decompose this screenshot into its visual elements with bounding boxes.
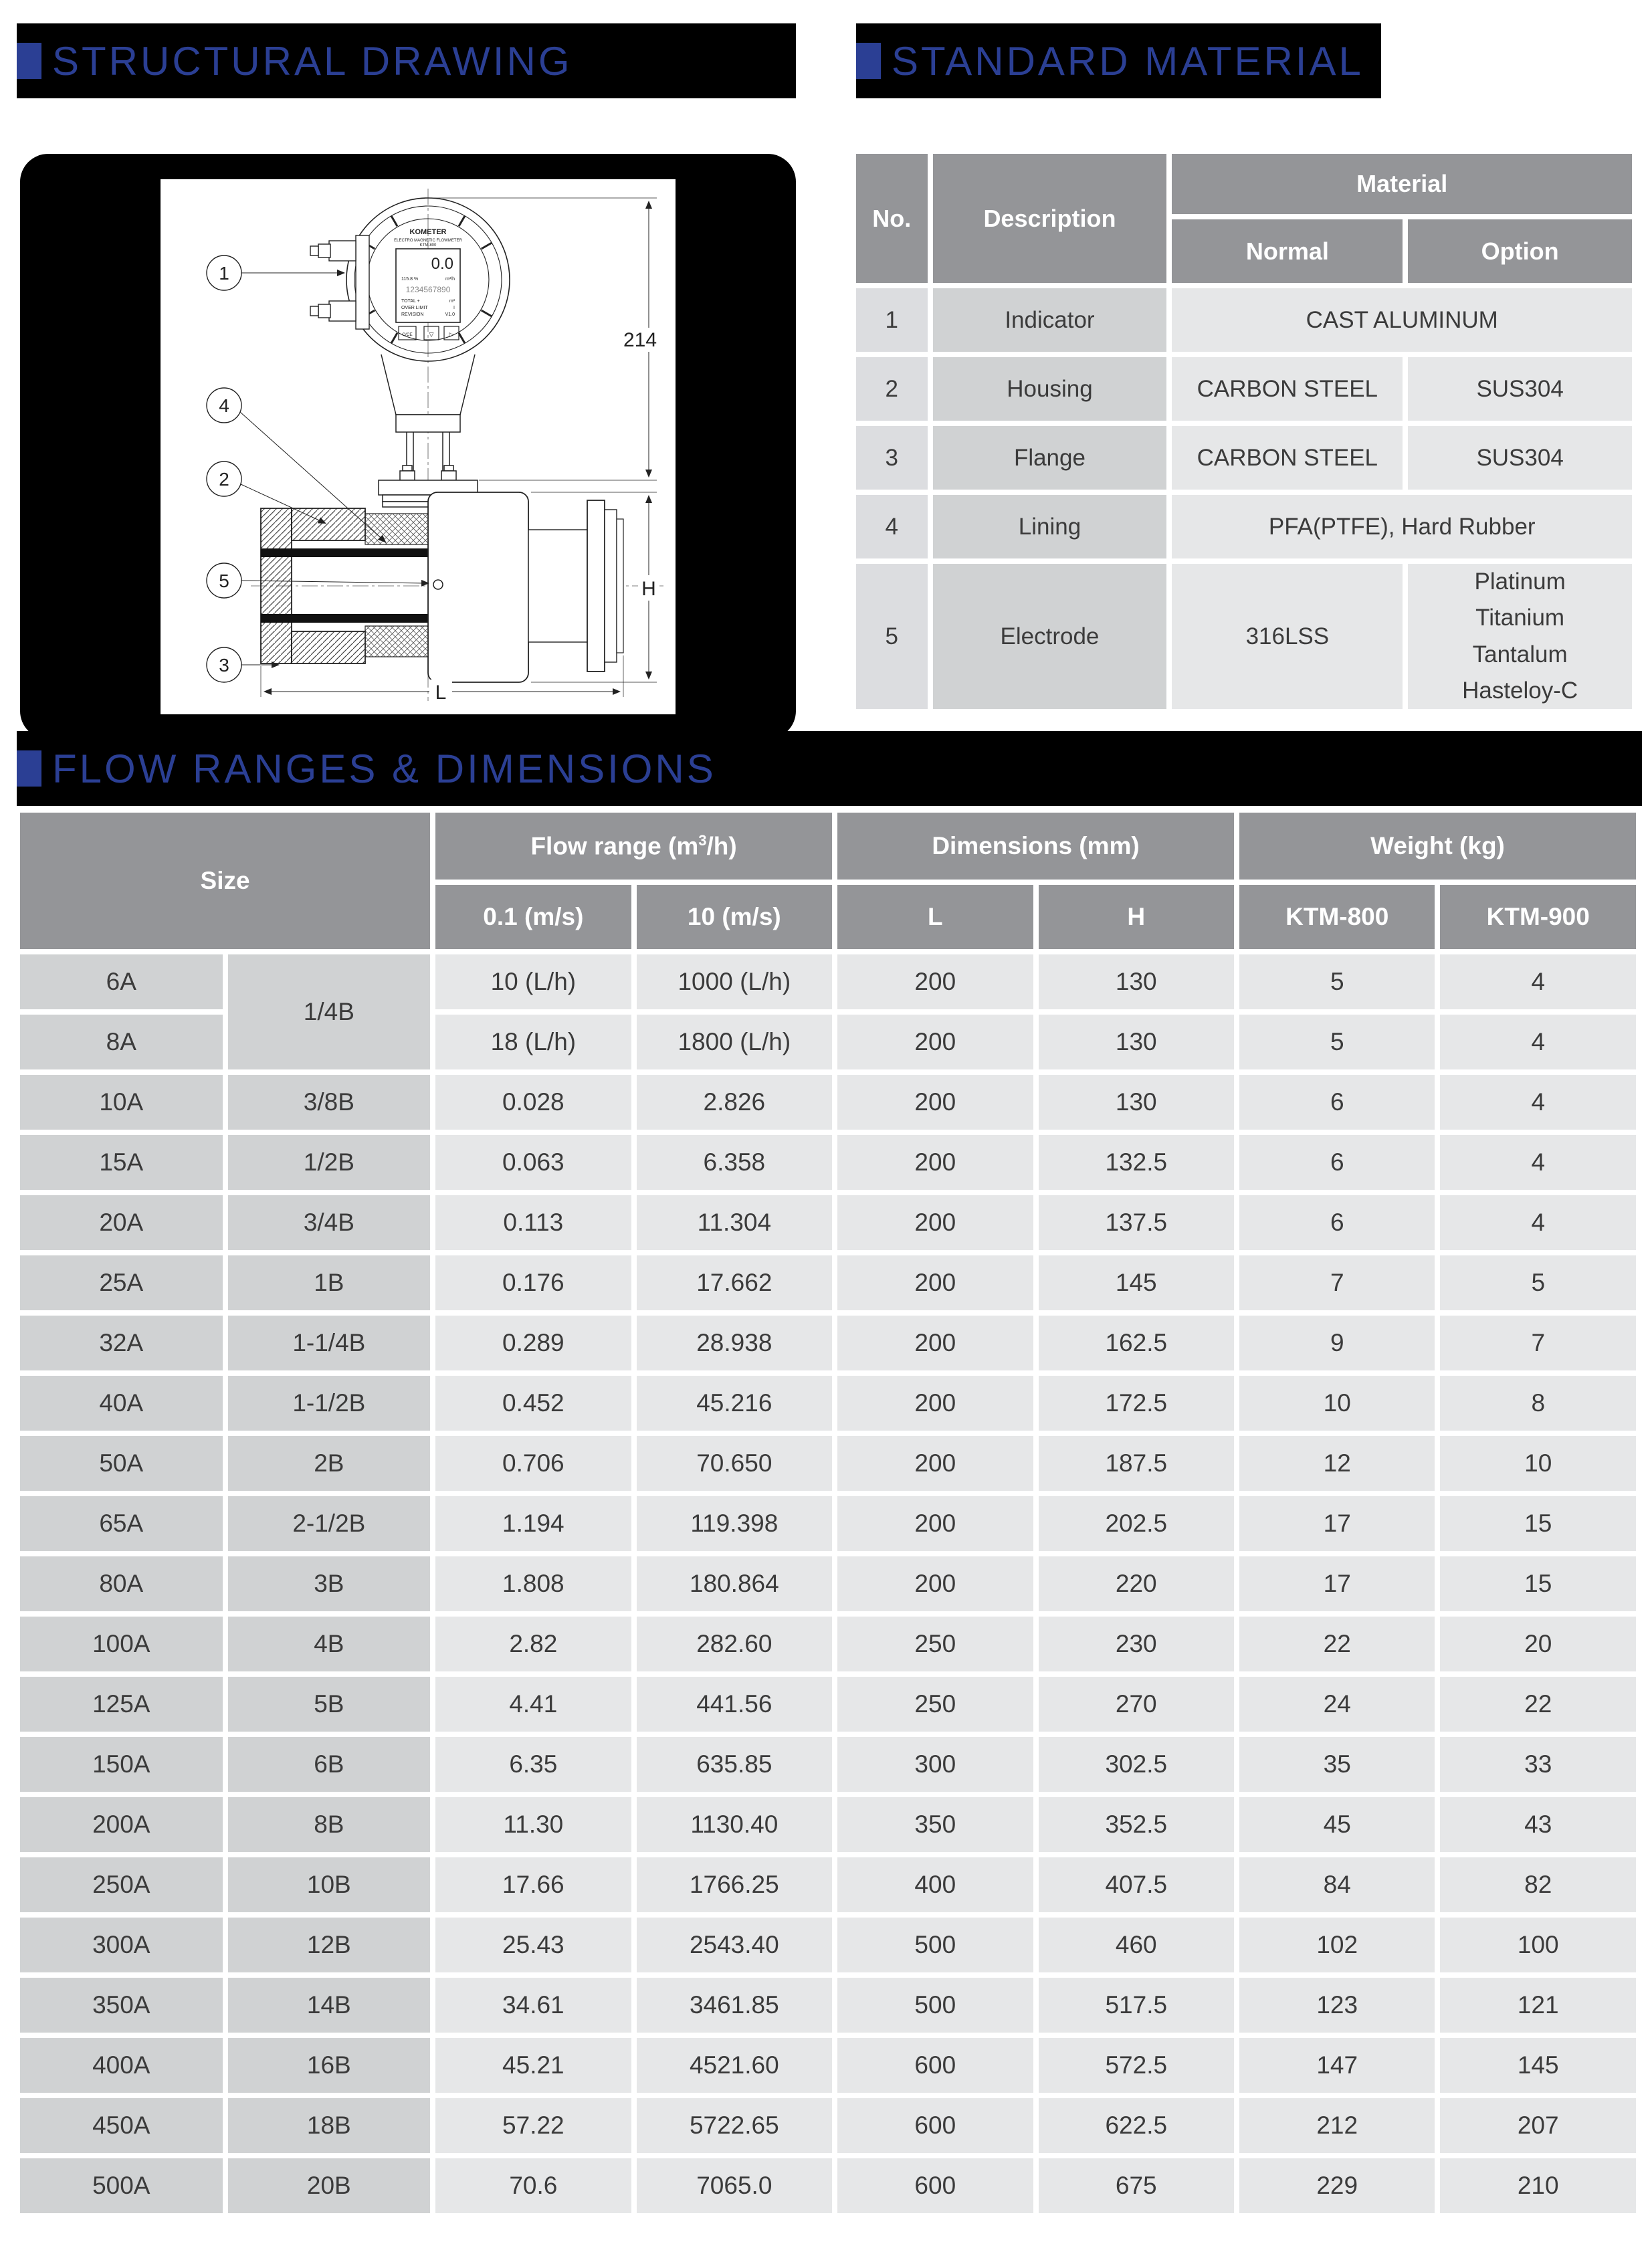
value-cell: 162.5 [1039, 1316, 1234, 1370]
section-marker-icon [856, 43, 881, 79]
svg-text:1234567890: 1234567890 [405, 285, 451, 294]
value-cell: 4 [1440, 954, 1636, 1009]
table-header-row [856, 154, 1632, 214]
value-cell: 0.706 [435, 1436, 631, 1491]
structural-drawing-svg [161, 179, 676, 714]
size-cell: 4B [228, 1617, 431, 1671]
value-cell: 17.66 [435, 1857, 631, 1912]
col-header-l: L [837, 885, 1033, 949]
table-row [856, 426, 1632, 490]
value-cell: 1.194 [435, 1496, 631, 1551]
value-cell: 130 [1039, 954, 1234, 1009]
section-title: STANDARD MATERIAL [892, 38, 1364, 84]
value-cell: 302.5 [1039, 1737, 1234, 1792]
value-cell: 119.398 [637, 1496, 832, 1551]
value-cell: 34.61 [435, 1978, 631, 2033]
table-row [20, 1857, 1636, 1912]
value-cell: 100 [1440, 1918, 1636, 1972]
size-cell: 100A [20, 1617, 223, 1671]
value-cell: 200 [837, 1316, 1033, 1370]
option-line: Titanium [1475, 605, 1565, 631]
value-cell: 132.5 [1039, 1135, 1234, 1190]
value-cell: 441.56 [637, 1677, 832, 1732]
material-cell: CAST ALUMINUM [1172, 288, 1632, 352]
size-cell: 1/2B [228, 1135, 431, 1190]
section-title: FLOW RANGES & DIMENSIONS [52, 746, 716, 791]
value-cell: 7 [1239, 1255, 1435, 1310]
value-cell: 270 [1039, 1677, 1234, 1732]
value-cell: 6.35 [435, 1737, 631, 1792]
flow-ranges-header [17, 731, 1642, 806]
col-header-option: Option [1408, 219, 1632, 283]
value-cell: 20 [1440, 1617, 1636, 1671]
size-cell: 25A [20, 1255, 223, 1310]
structural-drawing-header [17, 23, 796, 98]
description-cell: Electrode [933, 564, 1167, 709]
description-cell: Flange [933, 426, 1167, 490]
section-marker-icon [17, 43, 41, 79]
value-cell: 2543.40 [637, 1918, 832, 1972]
value-cell: 210 [1440, 2158, 1636, 2213]
value-cell: 12 [1239, 1436, 1435, 1491]
col-header-flow-range [435, 813, 832, 880]
value-cell: 350 [837, 1797, 1033, 1852]
table-row [20, 1677, 1636, 1732]
svg-text:▽: ▽ [429, 331, 434, 338]
value-cell: 572.5 [1039, 2038, 1234, 2093]
value-cell: 6 [1239, 1075, 1435, 1130]
svg-text:1: 1 [219, 263, 229, 284]
size-cell: 8B [228, 1797, 431, 1852]
value-cell: 17 [1239, 1496, 1435, 1551]
value-cell: 57.22 [435, 2098, 631, 2153]
svg-text:5: 5 [219, 571, 229, 591]
callout-1 [207, 255, 344, 290]
table-row [20, 1978, 1636, 2033]
svg-text:▷: ▷ [449, 331, 454, 338]
material-cell: 316LSS [1172, 564, 1403, 709]
coil-section [365, 514, 435, 657]
size-cell: 6B [228, 1737, 431, 1792]
value-cell: 200 [837, 954, 1033, 1009]
value-cell: 123 [1239, 1978, 1435, 2033]
col-header-weight: Weight (kg) [1239, 813, 1636, 880]
value-cell: 11.30 [435, 1797, 631, 1852]
value-cell: 600 [837, 2098, 1033, 2153]
table-row [20, 2158, 1636, 2213]
table-row [20, 1918, 1636, 1972]
no-cell: 5 [856, 564, 928, 709]
flow-range-sup: 3 [698, 831, 707, 849]
value-cell: 500 [837, 1918, 1033, 1972]
flow-range-label-suffix: /h) [706, 832, 737, 860]
value-cell: 200 [837, 1436, 1033, 1491]
standard-material-header [856, 23, 1381, 98]
size-cell: 20B [228, 2158, 431, 2213]
value-cell: 6 [1239, 1135, 1435, 1190]
svg-text:I: I [453, 306, 455, 310]
table-row [20, 2098, 1636, 2153]
value-cell: 207 [1440, 2098, 1636, 2153]
value-cell: 200 [837, 1376, 1033, 1431]
svg-text:KOMETER: KOMETER [409, 228, 447, 236]
table-row [20, 1195, 1636, 1250]
section-marker-icon [17, 750, 41, 787]
value-cell: 200 [837, 1255, 1033, 1310]
value-cell: 4 [1440, 1195, 1636, 1250]
value-cell: 180.864 [637, 1556, 832, 1611]
material-cell: PFA(PTFE), Hard Rubber [1172, 495, 1632, 558]
value-cell: 1130.40 [637, 1797, 832, 1852]
value-cell: 202.5 [1039, 1496, 1234, 1551]
value-cell: 4 [1440, 1075, 1636, 1130]
svg-text:TOTAL +: TOTAL + [401, 299, 420, 304]
size-cell: 450A [20, 2098, 223, 2153]
value-cell: 45.21 [435, 2038, 631, 2093]
flow-ranges-table [15, 807, 1641, 2219]
pipe-body [261, 492, 623, 682]
value-cell: 82 [1440, 1857, 1636, 1912]
col-header-ktm900: KTM-900 [1440, 885, 1636, 949]
value-cell: 200 [837, 1556, 1033, 1611]
size-cell: 18B [228, 2098, 431, 2153]
material-cell: SUS304 [1408, 357, 1632, 421]
standard-material-table [851, 148, 1637, 714]
size-cell: 16B [228, 2038, 431, 2093]
col-header-material: Material [1172, 154, 1632, 214]
col-header-flow-01: 0.1 (m/s) [435, 885, 631, 949]
size-cell: 10B [228, 1857, 431, 1912]
value-cell: 5 [1239, 954, 1435, 1009]
col-header-ktm800: KTM-800 [1239, 885, 1435, 949]
size-cell: 300A [20, 1918, 223, 1972]
value-cell: 22 [1440, 1677, 1636, 1732]
svg-text:KTM-800: KTM-800 [419, 243, 437, 247]
value-cell: 622.5 [1039, 2098, 1234, 2153]
svg-text:REVISION: REVISION [401, 312, 424, 317]
no-cell: 4 [856, 495, 928, 558]
size-cell: 14B [228, 1978, 431, 2033]
value-cell: 28.938 [637, 1316, 832, 1370]
value-cell: 400 [837, 1857, 1033, 1912]
value-cell: 2.826 [637, 1075, 832, 1130]
table-row [20, 1556, 1636, 1611]
svg-text:0.0: 0.0 [431, 255, 453, 273]
svg-text:m³/h: m³/h [445, 277, 455, 282]
size-cell: 250A [20, 1857, 223, 1912]
no-cell: 1 [856, 288, 928, 352]
table-row [20, 1737, 1636, 1792]
value-cell: 2.82 [435, 1617, 631, 1671]
value-cell: 0.289 [435, 1316, 631, 1370]
svg-text:OVER LIMIT: OVER LIMIT [401, 306, 428, 310]
size-cell: 32A [20, 1316, 223, 1370]
size-cell: 6A [20, 954, 223, 1009]
value-cell: 17 [1239, 1556, 1435, 1611]
size-cell: 350A [20, 1978, 223, 2033]
value-cell: 200 [837, 1075, 1033, 1130]
table-row [20, 2038, 1636, 2093]
value-cell: 0.452 [435, 1376, 631, 1431]
value-cell: 35 [1239, 1737, 1435, 1792]
option-line: Platinum [1474, 569, 1566, 595]
size-cell: 8A [20, 1015, 223, 1069]
value-cell: 0.063 [435, 1135, 631, 1190]
value-cell: 147 [1239, 2038, 1435, 2093]
value-cell: 84 [1239, 1857, 1435, 1912]
value-cell: 635.85 [637, 1737, 832, 1792]
value-cell: 6.358 [637, 1135, 832, 1190]
table-row [20, 1255, 1636, 1310]
value-cell: 15 [1440, 1556, 1636, 1611]
value-cell: 70.6 [435, 2158, 631, 2213]
value-cell: 1800 (L/h) [637, 1015, 832, 1069]
size-cell: 10A [20, 1075, 223, 1130]
value-cell: 145 [1440, 2038, 1636, 2093]
value-cell: 10 [1440, 1436, 1636, 1491]
value-cell: 172.5 [1039, 1376, 1234, 1431]
right-flange [587, 500, 623, 672]
size-cell: 40A [20, 1376, 223, 1431]
value-cell: 17.662 [637, 1255, 832, 1310]
table-row [20, 1376, 1636, 1431]
value-cell: 600 [837, 2038, 1033, 2093]
value-cell: 675 [1039, 2158, 1234, 2213]
size-cell: 20A [20, 1195, 223, 1250]
size-cell: 12B [228, 1918, 431, 1972]
value-cell: 600 [837, 2158, 1033, 2213]
table-row [20, 954, 1636, 1009]
size-cell: 500A [20, 2158, 223, 2213]
value-cell: 121 [1440, 1978, 1636, 2033]
value-cell: 10 (L/h) [435, 954, 631, 1009]
table-row [20, 1617, 1636, 1671]
table-row [20, 1135, 1636, 1190]
col-header-dimensions: Dimensions (mm) [837, 813, 1234, 880]
svg-text:ELECTRO MAGNETIC FLOWMETER: ELECTRO MAGNETIC FLOWMETER [394, 239, 462, 243]
svg-text:C/CE: C/CE [402, 332, 413, 337]
value-cell: 352.5 [1039, 1797, 1234, 1852]
option-line: Tantalum [1472, 641, 1568, 667]
value-cell: 407.5 [1039, 1857, 1234, 1912]
value-cell: 212 [1239, 2098, 1435, 2153]
svg-text:2: 2 [219, 469, 229, 490]
table-row [856, 357, 1632, 421]
size-cell: 400A [20, 2038, 223, 2093]
svg-text:3: 3 [219, 655, 229, 676]
value-cell: 1766.25 [637, 1857, 832, 1912]
value-cell: 282.60 [637, 1617, 832, 1671]
value-cell: 24 [1239, 1677, 1435, 1732]
svg-text:V1.0: V1.0 [445, 312, 455, 317]
col-header-normal: Normal [1172, 219, 1403, 283]
col-header-description: Description [933, 154, 1167, 283]
housing [428, 492, 587, 682]
size-cell: 125A [20, 1677, 223, 1732]
value-cell: 200 [837, 1195, 1033, 1250]
table-row [856, 495, 1632, 558]
description-cell: Lining [933, 495, 1167, 558]
material-cell: SUS304 [1408, 426, 1632, 490]
value-cell: 500 [837, 1978, 1033, 2033]
callout-5 [207, 563, 428, 598]
size-cell: 1B [228, 1255, 431, 1310]
flow-table-body [20, 954, 1636, 2213]
svg-text:H: H [641, 578, 656, 600]
material-cell: CARBON STEEL [1172, 357, 1403, 421]
value-cell: 43 [1440, 1797, 1636, 1852]
size-cell: 1/4B [228, 954, 431, 1069]
value-cell: 0.176 [435, 1255, 631, 1310]
value-cell: 517.5 [1039, 1978, 1234, 2033]
value-cell: 6 [1239, 1195, 1435, 1250]
material-cell: CARBON STEEL [1172, 426, 1403, 490]
value-cell: 5722.65 [637, 2098, 832, 2153]
value-cell: 15 [1440, 1496, 1636, 1551]
value-cell: 8 [1440, 1376, 1636, 1431]
section-title: STRUCTURAL DRAWING [52, 38, 573, 84]
svg-text:214: 214 [623, 329, 657, 351]
value-cell: 22 [1239, 1617, 1435, 1671]
cable-glands [310, 235, 369, 329]
value-cell: 230 [1039, 1617, 1234, 1671]
flow-range-label: Flow range (m [530, 832, 699, 860]
value-cell: 130 [1039, 1015, 1234, 1069]
value-cell: 45.216 [637, 1376, 832, 1431]
size-cell: 50A [20, 1436, 223, 1491]
value-cell: 220 [1039, 1556, 1234, 1611]
value-cell: 1000 (L/h) [637, 954, 832, 1009]
value-cell: 4 [1440, 1135, 1636, 1190]
value-cell: 5 [1239, 1015, 1435, 1069]
table-row [20, 1797, 1636, 1852]
value-cell: 70.650 [637, 1436, 832, 1491]
size-cell: 3/4B [228, 1195, 431, 1250]
size-cell: 1-1/2B [228, 1376, 431, 1431]
table-row [20, 1316, 1636, 1370]
value-cell: 300 [837, 1737, 1033, 1792]
value-cell: 5 [1440, 1255, 1636, 1310]
size-cell: 1-1/4B [228, 1316, 431, 1370]
size-cell: 150A [20, 1737, 223, 1792]
value-cell: 10 [1239, 1376, 1435, 1431]
size-cell: 3B [228, 1556, 431, 1611]
value-cell: 130 [1039, 1075, 1234, 1130]
value-cell: 7065.0 [637, 2158, 832, 2213]
value-cell: 102 [1239, 1918, 1435, 1972]
description-cell: Housing [933, 357, 1167, 421]
value-cell: 1.808 [435, 1556, 631, 1611]
size-cell: 3/8B [228, 1075, 431, 1130]
no-cell: 3 [856, 426, 928, 490]
value-cell: 33 [1440, 1737, 1636, 1792]
size-cell: 2B [228, 1436, 431, 1491]
size-cell: 65A [20, 1496, 223, 1551]
table-header-row [20, 813, 1636, 880]
size-cell: 5B [228, 1677, 431, 1732]
col-header-h: H [1039, 885, 1234, 949]
value-cell: 460 [1039, 1918, 1234, 1972]
size-cell: 15A [20, 1135, 223, 1190]
electrode-point [433, 580, 443, 589]
value-cell: 45 [1239, 1797, 1435, 1852]
value-cell: 187.5 [1039, 1436, 1234, 1491]
value-cell: 0.028 [435, 1075, 631, 1130]
option-line: Hasteloy-C [1462, 677, 1578, 704]
no-cell: 2 [856, 357, 928, 421]
svg-text:L: L [435, 682, 447, 704]
drawing-sheet [161, 179, 676, 714]
value-cell: 200 [837, 1135, 1033, 1190]
value-cell: 4521.60 [637, 2038, 832, 2093]
value-cell: 7 [1440, 1316, 1636, 1370]
value-cell: 0.113 [435, 1195, 631, 1250]
drawing-panel [20, 154, 796, 739]
size-cell: 200A [20, 1797, 223, 1852]
value-cell: 4 [1440, 1015, 1636, 1069]
size-cell: 80A [20, 1556, 223, 1611]
col-header-size: Size [20, 813, 430, 949]
value-cell: 200 [837, 1015, 1033, 1069]
col-header-no: No. [856, 154, 928, 283]
value-cell: 250 [837, 1617, 1033, 1671]
value-cell: 9 [1239, 1316, 1435, 1370]
svg-text:4: 4 [219, 395, 229, 416]
table-row [20, 1075, 1636, 1130]
value-cell: 11.304 [637, 1195, 832, 1250]
table-row [856, 564, 1632, 709]
description-cell: Indicator [933, 288, 1167, 352]
table-row [20, 1436, 1636, 1491]
size-cell: 2-1/2B [228, 1496, 431, 1551]
material-cell [1408, 564, 1632, 709]
value-cell: 200 [837, 1496, 1033, 1551]
value-cell: 3461.85 [637, 1978, 832, 2033]
value-cell: 4.41 [435, 1677, 631, 1732]
value-cell: 25.43 [435, 1918, 631, 1972]
table-row [20, 1496, 1636, 1551]
value-cell: 145 [1039, 1255, 1234, 1310]
svg-text:m³: m³ [449, 299, 455, 304]
value-cell: 137.5 [1039, 1195, 1234, 1250]
svg-text:115.8 %: 115.8 % [401, 277, 419, 282]
col-header-flow-10: 10 (m/s) [637, 885, 832, 949]
table-row [856, 288, 1632, 352]
value-cell: 250 [837, 1677, 1033, 1732]
value-cell: 229 [1239, 2158, 1435, 2213]
value-cell: 18 (L/h) [435, 1015, 631, 1069]
